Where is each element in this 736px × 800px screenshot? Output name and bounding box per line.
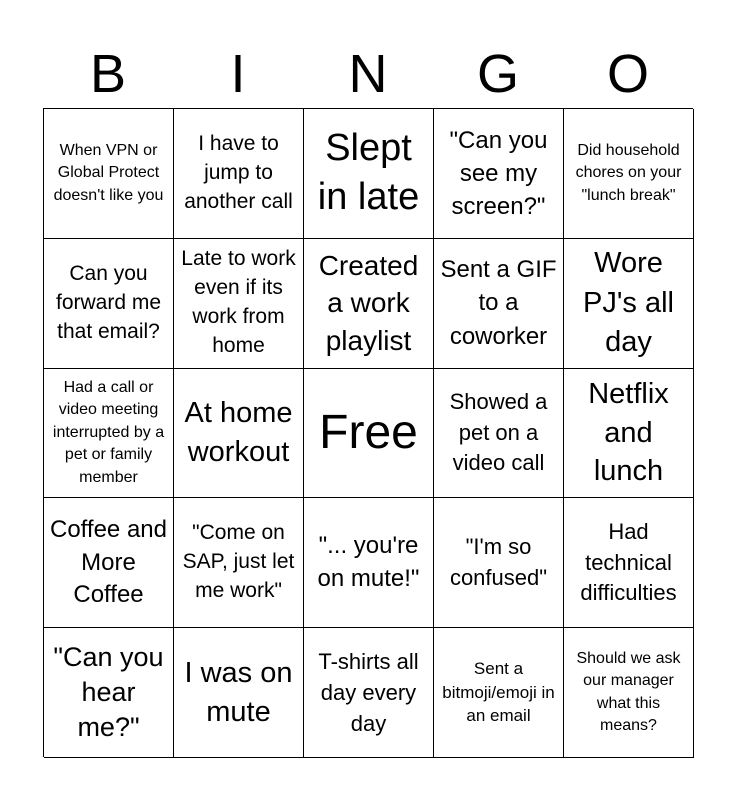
header-letter-b: B [89,44,127,104]
bingo-cell-r4c5[interactable] [564,498,694,628]
cell-text: Had a call or video meeting interrupted by a pet or family member [52,379,165,486]
bingo-cell-r5c3[interactable] [304,628,434,758]
cell-text: Wore PJ's all day [583,247,674,358]
bingo-cell-r2c5[interactable] [564,239,694,369]
cell-text: Sent a GIF to a coworker [440,255,557,350]
cell-text: Should we ask our manager what this means? [576,649,681,734]
bingo-cell-r2c2[interactable] [174,239,304,369]
cell-text: "Can you hear me?" [53,641,164,743]
cell-text: Did household chores on your "lunch break" [575,141,682,204]
bingo-cell-r3c5[interactable] [564,369,694,499]
cell-text: Sent a bitmoji/emoji in an email [442,658,555,726]
bingo-board [43,108,693,757]
bingo-cell-r4c3[interactable] [304,498,434,628]
cell-text: When VPN or Global Protect doesn't like you [53,141,164,204]
bingo-cell-r3c4[interactable] [434,369,564,499]
cell-text: "Can you see my screen?" [449,126,548,220]
bingo-cell-r3c2[interactable] [174,369,304,499]
bingo-cell-r5c2[interactable] [174,628,304,758]
bingo-header [43,40,693,108]
cell-text: Had technical difficulties [580,519,677,605]
header-letter-i: I [230,44,246,104]
bingo-cell-r2c3[interactable] [304,239,434,369]
bingo-cell-r1c4[interactable] [434,109,564,239]
cell-text: Showed a pet on a video call [449,389,548,476]
header-letter-g: G [476,44,519,104]
cell-text: At home workout [184,397,293,468]
header-letter-n: N [348,44,388,104]
bingo-cell-r5c5[interactable] [564,628,694,758]
bingo-cell-r2c1[interactable] [44,239,174,369]
bingo-cell-free[interactable] [304,369,434,499]
header-letter-o: O [606,44,649,104]
bingo-cell-r3c1[interactable] [44,369,174,499]
bingo-cell-r1c1[interactable] [44,109,174,239]
bingo-cell-r2c4[interactable] [434,239,564,369]
cell-text: Late to work even if its work from home [181,247,296,358]
cell-text-free: Free [319,406,418,460]
cell-text: "I'm so confused" [449,534,548,590]
cell-text: Created a work playlist [318,249,419,357]
cell-text: T-shirts all day every day [318,648,419,737]
bingo-cell-r1c2[interactable] [174,109,304,239]
cell-text: "Come on SAP, just let me work" [182,521,295,603]
cell-text: Coffee and More Coffee [50,516,167,608]
bingo-cell-r4c2[interactable] [174,498,304,628]
bingo-cell-r1c5[interactable] [564,109,694,239]
cell-text: Slept in late [317,127,420,219]
bingo-cell-r5c4[interactable] [434,628,564,758]
bingo-cell-r4c1[interactable] [44,498,174,628]
bingo-cell-r5c1[interactable] [44,628,174,758]
cell-text: Can you forward me that email? [55,261,162,343]
cell-text: I was on mute [184,657,293,728]
bingo-cell-r4c4[interactable] [434,498,564,628]
cell-text: Netflix and lunch [588,378,669,488]
cell-text: "... you're on mute!" [317,532,420,592]
cell-text: I have to jump to another call [184,131,293,213]
bingo-cell-r1c3[interactable] [304,109,434,239]
